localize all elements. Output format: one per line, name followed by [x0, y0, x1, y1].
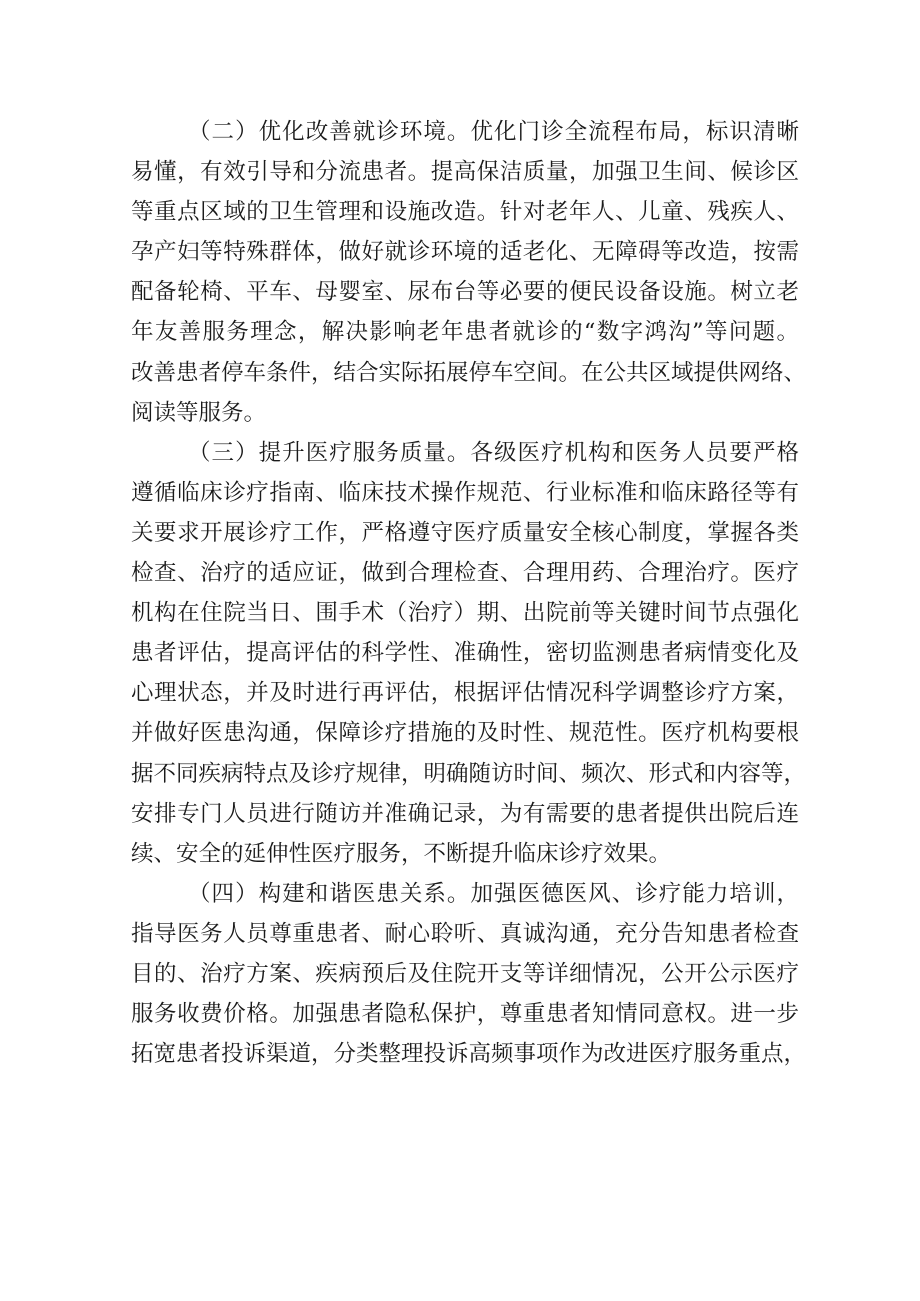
text-line: 据不同疾病特点及诊疗规律，明确随访时间、频次、形式和内容等， — [131, 760, 807, 787]
text-line: 配备轮椅、平车、母婴室、尿布台等必要的便民设备设施。树立老 — [131, 279, 799, 306]
text-line: 孕产妇等特殊群体，做好就诊环境的适老化、无障碍等改造，按需 — [131, 239, 799, 266]
text-line: 改善患者停车条件，结合实际拓展停车空间。在公共区域提供网络、 — [131, 359, 807, 386]
text-line: 年友善服务理念，解决影响老年患者就诊的“数字鸿沟”等问题。 — [131, 319, 799, 346]
paragraph-optimize-environment — [131, 112, 807, 433]
text-line: 易懂，有效引导和分流患者。提高保洁质量，加强卫生间、候诊区 — [131, 159, 799, 186]
paragraph-harmonious-relations — [131, 874, 807, 1074]
text-line: 等重点区域的卫生管理和设施改造。针对老年人、儿童、残疾人、 — [131, 199, 799, 226]
text-line: 机构在住院当日、围手术（治疗）期、出院前等关键时间节点强化 — [131, 600, 799, 627]
text-line: 目的、治疗方案、疾病预后及住院开支等详细情况，公开公示医疗 — [131, 960, 799, 987]
text-line: 检查、治疗的适应证，做到合理检查、合理用药、合理治疗。医疗 — [131, 560, 799, 587]
text-line: 心理状态，并及时进行再评估，根据评估情况科学调整诊疗方案， — [131, 680, 799, 707]
text-line: 阅读等服务。 — [131, 399, 267, 426]
text-line: （二）优化改善就诊环境。优化门诊全流程布局，标识清晰 — [188, 119, 799, 145]
text-line: 遵循临床诊疗指南、临床技术操作规范、行业标准和临床路径等有 — [131, 479, 799, 506]
text-line: 安排专门人员进行随访并准确记录，为有需要的患者提供出院后连 — [131, 800, 799, 827]
text-line: （三）提升医疗服务质量。各级医疗机构和医务人员要严格 — [188, 439, 799, 466]
text-line: （四）构建和谐医患关系。加强医德医风、诊疗能力培训， — [188, 880, 799, 907]
text-line: 拓宽患者投诉渠道，分类整理投诉高频事项作为改进医疗服务重点， — [131, 1041, 807, 1068]
text-line: 并做好医患沟通，保障诊疗措施的及时性、规范性。医疗机构要根 — [131, 720, 799, 747]
text-line: 服务收费价格。加强患者隐私保护，尊重患者知情同意权。进一步 — [131, 1001, 799, 1028]
text-line: 续、安全的延伸性医疗服务，不断提升临床诊疗效果。 — [131, 840, 672, 867]
text-line: 指导医务人员尊重患者、耐心聆听、真诚沟通，充分告知患者检查 — [131, 920, 799, 947]
text-line: 关要求开展诊疗工作，严格遵守医疗质量安全核心制度，掌握各类 — [131, 519, 799, 546]
text-line: 患者评估，提高评估的科学性、准确性，密切监测患者病情变化及 — [131, 640, 799, 667]
paragraph-improve-quality — [131, 433, 807, 874]
document-body — [131, 112, 807, 1074]
